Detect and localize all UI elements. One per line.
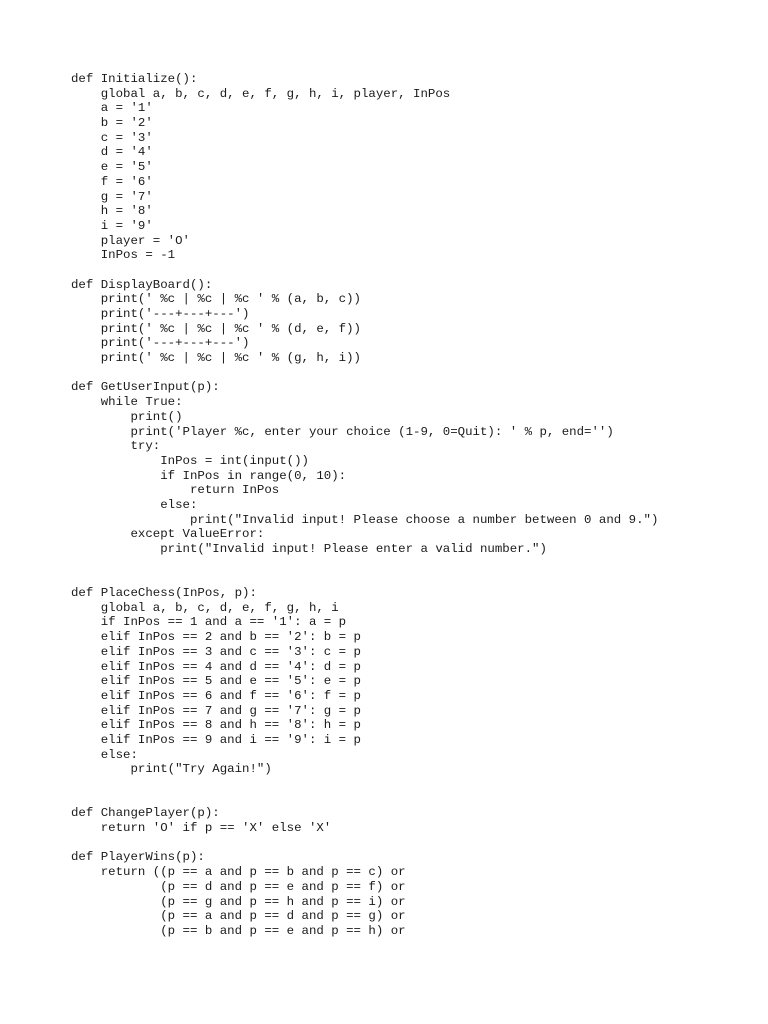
code-line (71, 263, 658, 278)
code-line: print(' %c | %c | %c ' % (a, b, c)) (71, 292, 361, 307)
code-line: if InPos == 1 and a == '1': a = p (71, 615, 347, 630)
code-line: h = '8' (71, 204, 153, 219)
code-line: return ((p == a and p == b and p == c) or (71, 865, 406, 880)
code-line: def Initialize(): (71, 72, 198, 86)
code-line: f = '6' (71, 174, 153, 189)
code-line: try: (71, 439, 161, 454)
code-line: elif InPos == 2 and b == '2': b = p (71, 630, 361, 645)
code-line: while True: (71, 395, 183, 410)
code-line (71, 557, 658, 572)
code-line: elif InPos == 4 and d == '4': d = p (71, 659, 361, 674)
code-line: def PlaceChess(InPos, p): (71, 586, 257, 601)
code-line: def ChangePlayer(p): (71, 806, 220, 821)
code-line (71, 777, 658, 792)
code-line: (p == g and p == h and p == i) or (71, 894, 406, 909)
code-line: elif InPos == 6 and f == '6': f = p (71, 688, 361, 703)
code-line: i = '9' (71, 218, 153, 233)
code-line: (p == d and p == e and p == f) or (71, 879, 406, 894)
code-line: elif InPos == 5 and e == '5': e = p (71, 674, 361, 689)
code-line: d = '4' (71, 145, 153, 160)
code-line: def PlayerWins(p): (71, 850, 205, 865)
code-line: player = 'O' (71, 233, 190, 248)
code-line (71, 366, 658, 381)
code-line: else: (71, 747, 138, 762)
code-line: elif InPos == 7 and g == '7': g = p (71, 703, 361, 718)
code-line: if InPos in range(0, 10): (71, 468, 347, 483)
code-line: else: (71, 497, 198, 512)
code-line: return InPos (71, 483, 280, 498)
code-line (71, 571, 658, 586)
code-line: (p == a and p == d and p == g) or (71, 909, 406, 924)
code-line: global a, b, c, d, e, f, g, h, i, player, InPos (71, 86, 451, 101)
code-line: InPos = -1 (71, 248, 176, 263)
code-line: print() (71, 409, 183, 424)
code-line: g = '7' (71, 189, 153, 204)
code-line: print("Try Again!") (71, 762, 272, 777)
code-line: except ValueError: (71, 527, 265, 542)
code-line: elif InPos == 3 and c == '3': c = p (71, 644, 361, 659)
code-line: a = '1' (71, 101, 153, 116)
code-line: def DisplayBoard(): (71, 277, 213, 292)
code-line: print('---+---+---') (71, 336, 250, 351)
code-line (71, 836, 658, 851)
code-line: print('---+---+---') (71, 307, 250, 321)
code-line: print(' %c | %c | %c ' % (g, h, i)) (71, 351, 361, 366)
code-line: (p == b and p == e and p == h) or (71, 923, 406, 938)
code-line: print('Player %c, enter your choice (1-9, 0=Quit): ' % p, end='') (71, 424, 614, 439)
code-line: return 'O' if p == 'X' else 'X' (71, 821, 332, 836)
code-line: InPos = int(input()) (71, 453, 309, 468)
code-listing (71, 72, 658, 939)
code-line (71, 792, 658, 807)
code-line: elif InPos == 8 and h == '8': h = p (71, 718, 361, 733)
code-line: print(' %c | %c | %c ' % (d, e, f)) (71, 321, 361, 336)
code-line: e = '5' (71, 160, 153, 175)
code-line: print("Invalid input! Please enter a valid number.") (71, 542, 547, 556)
code-line: elif InPos == 9 and i == '9': i = p (71, 732, 361, 747)
code-line: global a, b, c, d, e, f, g, h, i (71, 600, 339, 615)
code-line: b = '2' (71, 116, 153, 131)
code-line: c = '3' (71, 130, 153, 145)
code-line: def GetUserInput(p): (71, 380, 220, 395)
code-line: print("Invalid input! Please choose a number between 0 and 9.") (71, 512, 659, 527)
